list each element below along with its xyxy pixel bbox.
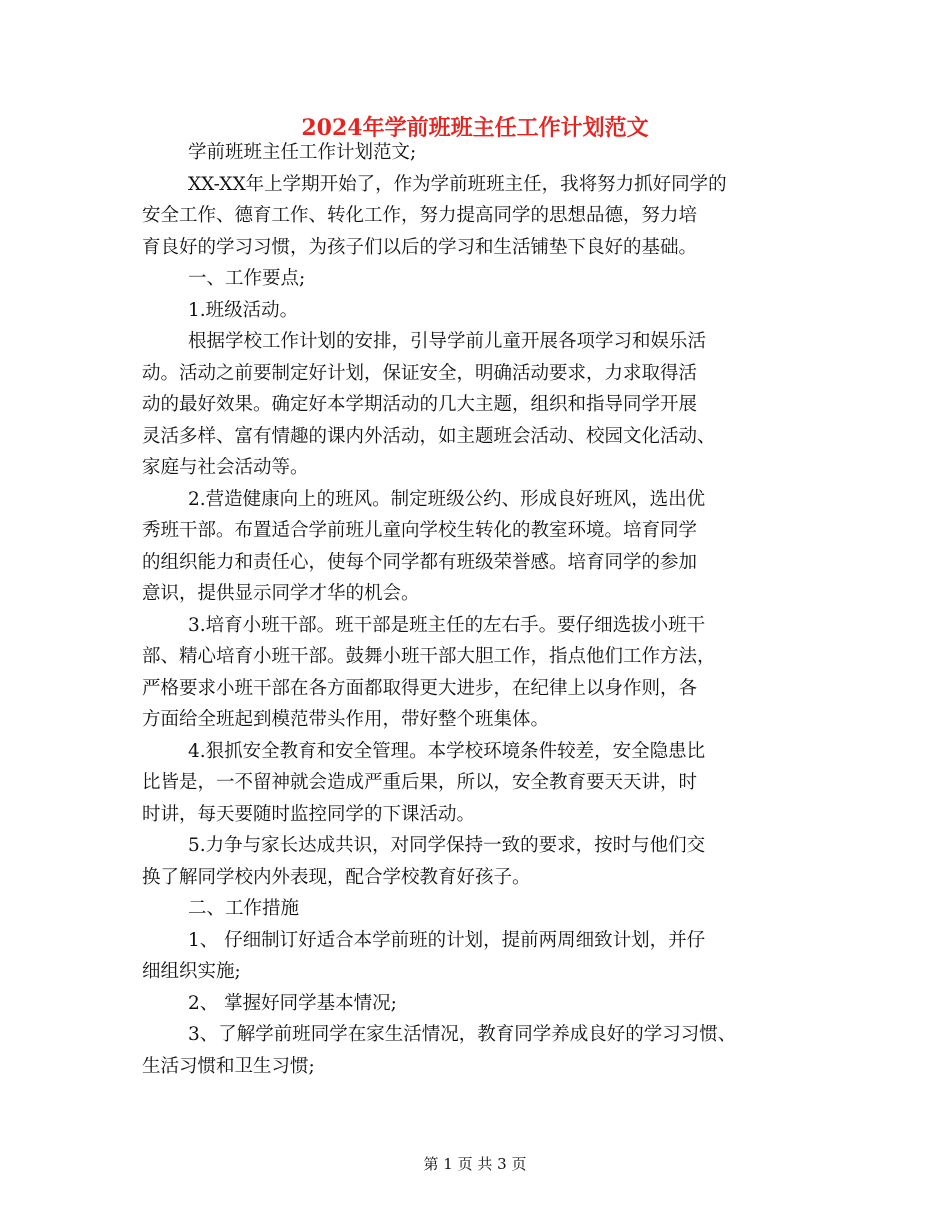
paragraph-line: 根据学校工作计划的安排，引导学前儿童开展各项学习和娱乐活 xyxy=(188,331,707,352)
paragraph-line: 4.狠抓安全教育和安全管理。本学校环境条件较差，安全隐患比 xyxy=(188,740,706,762)
section-heading: 一、工作要点; xyxy=(188,268,306,289)
paragraph-line: 2、 掌握好同学基本情况; xyxy=(188,992,397,1014)
paragraph-line: 3、了解学前班同学在家生活情况，教育同学养成良好的学习习惯、 xyxy=(188,1024,737,1045)
paragraph-line: 家庭与社会活动等。 xyxy=(142,457,309,478)
subsection-heading: 1.班级活动。 xyxy=(188,299,299,321)
paragraph-line: 方面给全班起到模范带头作用，带好整个班集体。 xyxy=(142,709,550,730)
paragraph-line: 安全工作、德育工作、转化工作，努力提高同学的思想品德，努力培 xyxy=(142,205,698,226)
section-heading: 二、工作措施 xyxy=(188,898,300,919)
paragraph-line: 育良好的学习习惯，为孩子们以后的学习和生活铺垫下良好的基础。 xyxy=(142,236,698,258)
paragraph-line: 部、精心培育小班干部。鼓舞小班干部大胆工作，指点他们工作方法， xyxy=(142,646,716,667)
paragraph-line: 3.培育小班干部。班干部是班主任的左右手。要仔细选拔小班干 xyxy=(188,614,706,636)
paragraph-line: 动的最好效果。确定好本学期活动的几大主题，组织和指导同学开展 xyxy=(142,394,698,415)
paragraph-line: 时讲，每天要随时监控同学的下课活动。 xyxy=(142,803,476,825)
paragraph-line: 的组织能力和责任心，使每个同学都有班级荣誉感。培育同学的参加 xyxy=(142,551,698,573)
paragraph-line: 动。活动之前要制定好计划，保证安全，明确活动要求，力求取得活 xyxy=(142,362,698,384)
paragraph-line: 严格要求小班干部在各方面都取得更大进步，在纪律上以身作则，各 xyxy=(142,677,698,699)
paragraph-line: 细组织实施; xyxy=(142,961,241,982)
paragraph-line: 换了解同学校内外表现，配合学校教育好孩子。 xyxy=(142,866,531,888)
paragraph-line: 比皆是，一不留神就会造成严重后果，所以，安全教育要天天讲，时 xyxy=(142,772,698,793)
paragraph-line: 1、 仔细制订好适合本学前班的计划，提前两周细致计划，并仔 xyxy=(188,929,706,951)
paragraph-line: 学前班班主任工作计划范文; xyxy=(188,142,417,163)
paragraph-line: XX-XX年上学期开始了，作为学前班班主任，我将努力抓好同学的 xyxy=(188,173,727,195)
paragraph-line: 秀班干部。布置适合学前班儿童向学校生转化的教室环境。培育同学 xyxy=(142,520,698,541)
paragraph-line: 2.营造健康向上的班风。制定班级公约、形成良好班风，选出优 xyxy=(188,488,706,510)
paragraph-line: 意识，提供显示同学才华的机会。 xyxy=(142,583,420,604)
paragraph-line: 生活习惯和卫生习惯; xyxy=(142,1055,315,1077)
paragraph-line: 5.力争与家长达成共识，对同学保持一致的要求，按时与他们交 xyxy=(188,835,706,856)
page-footer: 第 1 页 共 3 页 xyxy=(423,1155,527,1173)
paragraph-line: 灵活多样、富有情趣的课内外活动，如主题班会活动、校园文化活动、 xyxy=(142,425,716,447)
document-title: 2024年学前班班主任工作计划范文 xyxy=(301,115,649,141)
document-body xyxy=(142,137,822,1082)
